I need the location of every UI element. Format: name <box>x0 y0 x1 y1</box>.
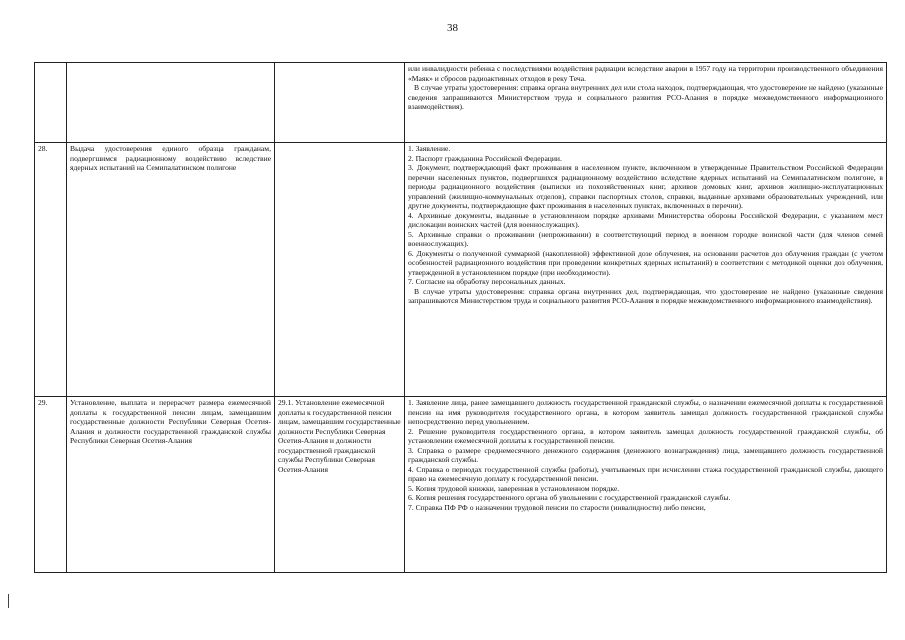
document-item: 7. Справка ПФ РФ о назначении трудовой пенсии по старости (инвалидности) либо пенсии, <box>408 502 706 512</box>
page-number: 38 <box>447 22 458 34</box>
document-item: 6. Документы о полученной суммарной (накопленной) эффективной дозе облучения, на основании расчетов доз облучения граждан (с учетом особенностей радиационного воздействия при проведении конкретных ядерных испытаний) в соответствии с методикой оценки доз облучения, утвержденной в установленном порядке (при необходимости). <box>408 248 883 277</box>
table-row <box>35 63 887 143</box>
services-table <box>34 62 887 573</box>
document-item: 4. Справка о периодах государственной службы (работы), учитываемых при исчислении стажа государственной гражданской службы, дающего право на ежемесячную доплату к государственной пенсии. <box>408 464 883 483</box>
subservice-cell <box>275 63 405 143</box>
subservice-cell: 29.1. Установление ежемесячной доплаты к государственной пенсии лицам, замещавшим государственные должности Республики Северная Осетия-Алания и должности государственной гражданской службы Республики Северная Осетия-Алания <box>275 397 405 573</box>
document-item: 7. Согласие на обработку персональных данных. <box>408 277 566 286</box>
document-item: 1. Заявление лица, ранее замещавшего должность государственной гражданской службы, о назначении ежемесячной доплаты к государственной пенсии на имя руководителя государственного органа, в котором заявитель замещал должность государственной гражданской службы непосредственно перед увольнением. <box>408 398 883 426</box>
service-name-cell <box>67 63 275 143</box>
document-item: или инвалидности ребенка с последствиями воздействия радиации вследствие аварии в 1957 году на территории производственного объединения «Маяк» и сбросов радиоактивных отходов в реку Теча. <box>408 64 883 83</box>
row-number-cell <box>35 63 67 143</box>
document-item: 2. Паспорт гражданина Российской Федерации. <box>408 153 562 163</box>
margin-mark <box>8 594 9 608</box>
service-name-cell: Выдача удостоверения единого образца гражданам, подвергшимся радиационному воздействию вследствие ядерных испытаний на Семипалатинском полигоне <box>67 143 275 397</box>
document-item: 1. Заявление. <box>408 144 451 153</box>
document-item: В случае утраты удостоверения: справка органа внутренних дел, подтверждающая, что удостоверение не найдено (указанные сведения запрашиваются Министерством труда и социального развития РСО-Алания в порядке межведомственного информационного взаимодействия). <box>408 286 883 305</box>
document-item: 3. Справка о размере среднемесячного денежного содержания (денежного вознаграждения) лица, замещавшего должность государственной гражданской службы. <box>408 445 883 464</box>
row-number-cell: 29. <box>35 397 67 573</box>
documents-cell <box>405 143 887 397</box>
table-row <box>35 143 887 397</box>
documents-cell <box>405 63 887 143</box>
documents-cell <box>405 397 887 573</box>
document-item: 6. Копия решения государственного органа об увольнении с государственной гражданской службы. <box>408 493 731 502</box>
document-item: 5. Архивные справки о проживании (непроживании) в соответствующий период в военном городке воинской части (для членов семей военнослужащих). <box>408 229 883 248</box>
service-name-cell: Установление, выплата и перерасчет размера ежемесячной доплаты к государственной пенсии лицам, замещавшим государственные должности Республики Северная Осетия-Алания и должности государственной гражданской службы Республики Северная Осетия-Алания <box>67 397 275 573</box>
document-item: 4. Архивные документы, выданные в установленном порядке архивами Министерства обороны Российской Федерации, с указанием мест дислокации воинских частей (для военнослужащих). <box>408 210 883 229</box>
document-item: 2. Решение руководителя государственного органа, в котором заявитель замещал должность государственной гражданской службы, об установлении ежемесячной доплаты к государственной пенсии. <box>408 426 883 445</box>
document-item: 5. Копия трудовой книжки, заверенная в установленном порядке. <box>408 483 620 493</box>
document-item: 3. Документ, подтверждающий факт проживания в населенном пункте, включенном в утвержденные Правительством Российской Федерации перечни населенных пунктов, подвергшихся радиационному воздействию вследствие ядерных испытаний на Семипалатинском полигоне, в периоды радиационного воздействия (выписки из похозяйственных книг, архивов домовых книг, архивов жилищно-эксплуатационных управлений (жилищно-коммунальных отделов), справки паспортных столов, справки, выданные архивами образовательных учреждений, или другие документы, подтверждающие факт проживания в населенных пунктах, включенных в перечни). <box>408 163 883 210</box>
table-row <box>35 397 887 573</box>
subservice-cell <box>275 143 405 397</box>
row-number-cell: 28. <box>35 143 67 397</box>
document-item: В случае утраты удостоверения: справка органа внутренних дел или стола находок, подтверждающая, что удостоверение не найдено (указанные сведения запрашиваются Министерством труда и социального развития РСО-Алания в порядке межведомственного информационного взаимодействия). <box>408 83 883 111</box>
